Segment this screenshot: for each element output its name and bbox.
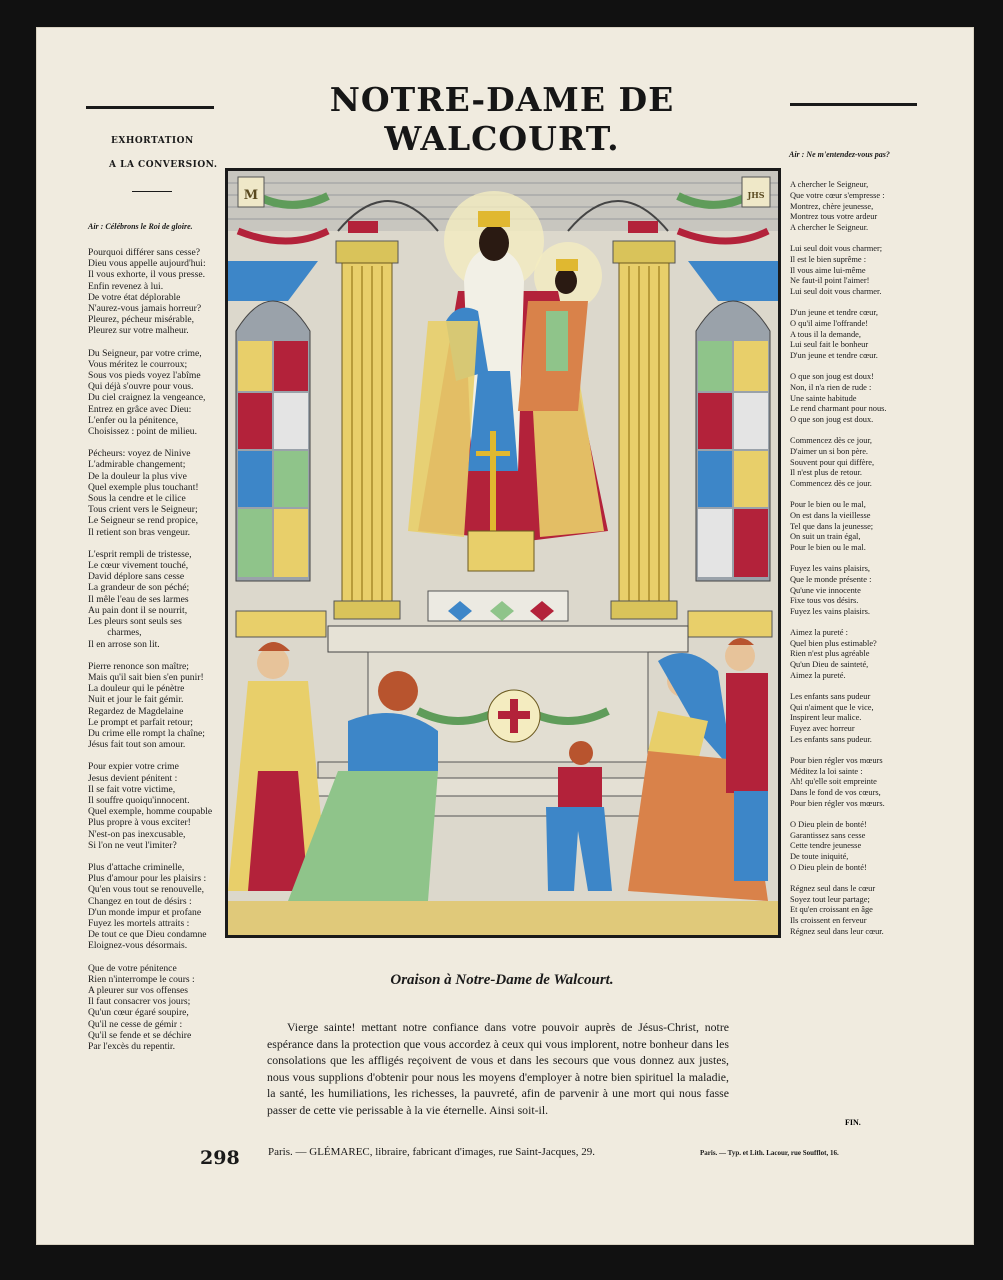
left-verse-line: Quel exemple, homme coupable bbox=[88, 806, 213, 818]
right-verse-line: Et qu'en croissant en âge bbox=[790, 905, 873, 915]
right-verse-line: Montrez tous votre ardeur bbox=[790, 212, 878, 222]
right-verse-line: Le rend charmant pour nous. bbox=[790, 404, 887, 414]
prayer-text: Vierge sainte! mettant notre confiance dans votre pouvoir auprès de Jésus-Christ, notre espérance dans la protection que vous accordez à ceux qui vous implorent, notre bonheur dans les consolations que les affligés reçoivent de vous et dans les secours que vous donnez aux justes, nous vous supplions d'obtenir pour nous les moyens d'employer à notre bien spirituel la maladie, la santé, les humiliations, les richesses, la pauvreté, afin de parvenir à une mort qui nous fasse passer de cette vie perissable à la vie éternelle. Ainsi soit-il. bbox=[267, 1020, 729, 1117]
left-verse-line: charmes, bbox=[88, 627, 142, 639]
left-verse-line: Qu'il se fende et se déchire bbox=[88, 1029, 192, 1041]
left-stanza bbox=[88, 448, 212, 538]
left-verse-line: La grandeur de son péché; bbox=[88, 582, 190, 594]
right-verse-line: O qu'il aime l'offrande! bbox=[790, 318, 868, 328]
left-heading-conversion: A LA CONVERSION. bbox=[109, 160, 218, 170]
left-verse-line: Que de votre pénitence bbox=[88, 962, 177, 974]
right-verse-line: Montrez, chère jeunesse, bbox=[790, 201, 874, 211]
left-verse-line: Quel exemple plus touchant! bbox=[88, 481, 199, 493]
page-title: NOTRE-DAME DE WALCOURT. bbox=[329, 80, 675, 158]
right-verse-line: Une sainte habitude bbox=[790, 393, 857, 403]
right-verse-line: Lui seul doit vous charmer. bbox=[790, 287, 882, 297]
fin-label: FIN. bbox=[845, 1118, 861, 1127]
left-verse-line: De la douleur la plus vive bbox=[88, 470, 187, 482]
left-verse-line: Il faut consacrer vos jours; bbox=[88, 996, 191, 1008]
left-verse-line: Sous la cendre et le cilice bbox=[88, 493, 186, 505]
right-verse-line: Ne faut-il point l'aimer! bbox=[790, 276, 870, 286]
right-verse-line: Qu'une vie innocente bbox=[790, 585, 861, 595]
left-verse-line: L'enfer ou la pénitence, bbox=[88, 414, 179, 426]
left-verse-line: Au pain dont il se nourrit, bbox=[88, 604, 188, 616]
left-stained-glass-window bbox=[236, 301, 310, 581]
left-heading-exhortation: EXHORTATION bbox=[111, 136, 194, 146]
right-stanza bbox=[790, 500, 887, 554]
right-stanza bbox=[790, 820, 887, 874]
left-verse-line: Les pleurs sont seuls ses bbox=[88, 616, 182, 628]
publisher-imprint: Paris. — GLÉMAREC, libraire, fabricant d'images, rue Saint-Jacques, 29. bbox=[268, 1146, 596, 1158]
right-verse-line: Que le monde présente : bbox=[790, 574, 872, 584]
left-verse-line: De tout ce que Dieu condamne bbox=[88, 929, 207, 941]
devotional-illustration bbox=[225, 168, 781, 938]
right-verse-line: Pour le bien ou le mal. bbox=[790, 543, 866, 553]
left-verse-line: Entrez en grâce avec Dieu: bbox=[88, 403, 192, 415]
title-rule-left bbox=[86, 106, 214, 109]
left-verse-column bbox=[88, 247, 212, 1063]
left-verse-line: Enfin revenez à lui. bbox=[88, 280, 164, 292]
right-verse-line: Ah! qu'elle soit empreinte bbox=[790, 777, 877, 787]
right-verse-line: Aimez la pureté : bbox=[790, 627, 848, 637]
right-verse-line: A chercher le Seigneur, bbox=[790, 180, 869, 189]
right-verse-line: Quel bien plus estimable? bbox=[790, 638, 877, 648]
left-verse-line: Regardez de Magdelaine bbox=[88, 705, 184, 717]
marian-monogram: M bbox=[243, 188, 259, 203]
left-verse-line: Le Seigneur se rend propice, bbox=[88, 515, 199, 527]
left-verse-line: Qu'il ne cesse de gémir : bbox=[88, 1018, 183, 1030]
right-verse-line: Aimez la pureté. bbox=[790, 671, 846, 681]
left-verse-line: Pourquoi différer sans cesse? bbox=[88, 247, 200, 258]
left-heading-divider bbox=[132, 191, 172, 192]
left-verse-line: Plus d'attache criminelle, bbox=[88, 861, 185, 873]
left-verse-line: Il en arrose son lit. bbox=[88, 638, 160, 650]
left-verse-line: David déplore sans cesse bbox=[88, 571, 185, 583]
left-verse-line: Pécheurs: voyez de Ninive bbox=[88, 448, 191, 460]
right-verse-line: A tous il la demande, bbox=[790, 329, 861, 339]
left-verse-line: N'aurez-vous jamais horreur? bbox=[88, 303, 202, 315]
left-verse-line: Du crime elle rompt la chaîne; bbox=[88, 727, 205, 739]
right-verse-line: O que son joug est doux! bbox=[790, 371, 874, 381]
left-verse-line: Il souffre quoiqu'innocent. bbox=[88, 794, 190, 806]
right-verse-line: On est dans la vieillesse bbox=[790, 510, 871, 520]
left-verse-line: Dieu vous appelle aujourd'hui: bbox=[88, 258, 206, 270]
left-verse-line: Vous méritez le courroux; bbox=[88, 358, 188, 370]
right-verse-line: Qui n'aiment que le vice, bbox=[790, 702, 874, 712]
right-verse-line: D'un jeune et tendre cœur. bbox=[790, 351, 878, 361]
left-verse-line: Plus propre à vous exciter! bbox=[88, 817, 191, 829]
left-verse-line: Sous vos pieds voyez l'abîme bbox=[88, 370, 201, 382]
left-stanza bbox=[88, 963, 212, 1053]
right-stanza bbox=[790, 308, 887, 362]
left-air-label: Air : Célébrons le Roi de gloire. bbox=[88, 222, 193, 231]
right-verse-line: A chercher le Seigneur. bbox=[790, 223, 869, 233]
right-verse-line: Pour bien régler vos mœurs. bbox=[790, 799, 885, 809]
left-stanza bbox=[88, 247, 212, 337]
left-verse-line: D'un monde impur et profane bbox=[88, 906, 202, 918]
right-verse-line: Régnez seul dans le cœur bbox=[790, 883, 876, 893]
left-verse-line: Changez en tout de désirs : bbox=[88, 895, 192, 907]
left-verse-line: Il retient son bras vengeur. bbox=[88, 526, 191, 538]
left-verse-line: Mais qu'il sait bien s'en punir! bbox=[88, 671, 204, 683]
left-verse-line: Le cœur vivement touché, bbox=[88, 560, 189, 572]
right-stanza bbox=[790, 436, 887, 490]
left-verse-line: Pour expier votre crime bbox=[88, 761, 179, 773]
right-column-pillar bbox=[611, 241, 677, 619]
right-verse-line: D'un jeune et tendre cœur, bbox=[790, 307, 878, 317]
right-verse-line: Non, il n'a rien de rude : bbox=[790, 382, 872, 392]
left-verse-line: L'admirable changement; bbox=[88, 459, 186, 471]
altar-scene bbox=[228, 171, 778, 935]
right-verse-line: Lui seul fait le bonheur bbox=[790, 340, 869, 350]
left-verse-line: La douleur qui le pénètre bbox=[88, 683, 185, 695]
right-verse-line: Soyez tout leur partage; bbox=[790, 894, 870, 904]
left-verse-line: Il se fait votre victime, bbox=[88, 783, 176, 795]
right-verse-line: Les enfants sans pudeur bbox=[790, 691, 871, 701]
right-verse-line: O Dieu plein de bonté! bbox=[790, 819, 867, 829]
left-verse-line: Choisissez : point de milieu. bbox=[88, 426, 197, 438]
right-verse-line: Il n'est plus de retour. bbox=[790, 468, 862, 478]
left-verse-line: Il mêle l'eau de ses larmes bbox=[88, 593, 189, 605]
print-number: 298 bbox=[200, 1147, 240, 1169]
right-verse-line: Souvent pour qui diffère, bbox=[790, 457, 875, 467]
left-verse-line: Pleurez sur votre malheur. bbox=[88, 325, 189, 337]
left-verse-line: Par l'excès du repentir. bbox=[88, 1041, 175, 1052]
left-stanza bbox=[88, 348, 212, 438]
right-verse-column bbox=[790, 180, 887, 948]
right-verse-line: Dans le fond de vos cœurs, bbox=[790, 788, 881, 798]
left-verse-line: L'esprit rempli de tristesse, bbox=[88, 548, 192, 560]
right-stanza bbox=[790, 692, 887, 746]
right-verse-line: Cette tendre jeunesse bbox=[790, 841, 862, 851]
right-verse-line: Pour le bien ou le mal, bbox=[790, 499, 866, 509]
left-stanza bbox=[88, 761, 212, 851]
left-verse-line: Plus d'amour pour les plaisirs : bbox=[88, 873, 207, 885]
right-stained-glass-window bbox=[696, 301, 770, 581]
right-verse-line: O que son joug est doux. bbox=[790, 415, 874, 425]
right-verse-line: Il vous aime lui-même bbox=[790, 265, 866, 275]
left-verse-line: N'est-on pas inexcusable, bbox=[88, 828, 186, 840]
right-verse-line: Méditez la loi sainte : bbox=[790, 766, 863, 776]
right-stanza bbox=[790, 180, 887, 234]
left-verse-line: Pleurez, pécheur misérable, bbox=[88, 314, 195, 326]
right-verse-line: Commencez dès ce jour. bbox=[790, 479, 872, 489]
left-verse-line: De votre état déplorable bbox=[88, 291, 181, 303]
right-verse-line: Qu'un Dieu de sainteté, bbox=[790, 660, 869, 670]
right-stanza bbox=[790, 244, 887, 298]
left-verse-line: Nuit et jour le fait gémir. bbox=[88, 694, 184, 706]
right-verse-line: Commencez dès ce jour, bbox=[790, 435, 872, 445]
left-stanza bbox=[88, 549, 212, 650]
right-verse-line: Il est le bien suprême : bbox=[790, 254, 867, 264]
right-verse-line: Fixe tous vos désirs. bbox=[790, 596, 859, 606]
left-verse-line: Qu'un cœur égaré soupire, bbox=[88, 1007, 189, 1019]
left-verse-line: Fuyez les mortels attraits : bbox=[88, 917, 190, 929]
right-verse-line: Régnez seul dans leur cœur. bbox=[790, 927, 884, 937]
right-verse-line: De toute iniquité, bbox=[790, 852, 849, 862]
right-verse-line: Garantissez sans cesse bbox=[790, 830, 866, 840]
right-verse-line: Rien n'est plus agréable bbox=[790, 649, 870, 659]
left-stanza bbox=[88, 661, 212, 751]
left-verse-line: Pierre renonce son maître; bbox=[88, 660, 189, 672]
right-stanza bbox=[790, 564, 887, 618]
left-verse-line: Tous crient vers le Seigneur; bbox=[88, 504, 198, 516]
left-verse-line: Eloignez-vous désormais. bbox=[88, 940, 188, 952]
left-stanza bbox=[88, 862, 212, 952]
left-verse-line: Du Seigneur, par votre crime, bbox=[88, 347, 202, 359]
right-verse-line: Pour bien régler vos mœurs bbox=[790, 755, 883, 765]
left-verse-line: Qu'en vous tout se renouvelle, bbox=[88, 884, 205, 896]
right-verse-line: On suit un train égal, bbox=[790, 532, 861, 542]
left-verse-line: Rien n'interrompe le cours : bbox=[88, 973, 195, 985]
right-air-label: Air : Ne m'entendez-vous pas? bbox=[789, 150, 890, 159]
left-verse-line: Le prompt et parfait retour; bbox=[88, 716, 193, 728]
left-verse-line: Jésus fait tout son amour. bbox=[88, 739, 186, 751]
left-verse-line: Jesus devient pénitent : bbox=[88, 772, 178, 784]
right-verse-line: Que votre cœur s'empresse : bbox=[790, 190, 885, 200]
right-stanza bbox=[790, 628, 887, 682]
right-verse-line: Fuyez avec horreur bbox=[790, 724, 855, 734]
right-stanza bbox=[790, 884, 887, 938]
right-verse-line: D'aimer un si bon père. bbox=[790, 446, 869, 456]
printer-imprint: Paris. — Typ. et Lith. Lacour, rue Soufflot, 16. bbox=[700, 1149, 839, 1157]
ihs-monogram: JHS bbox=[747, 190, 765, 200]
prayer-title: Oraison à Notre-Dame de Walcourt. bbox=[390, 972, 614, 988]
arch-red-accent bbox=[348, 221, 378, 233]
left-verse-line: Qui déjà s'ouvre pour vous. bbox=[88, 381, 194, 393]
left-verse-line: Il vous exhorte, il vous presse. bbox=[88, 269, 205, 281]
title-rule-right bbox=[790, 103, 917, 106]
right-verse-line: Inspirent leur malice. bbox=[790, 713, 862, 723]
right-stanza bbox=[790, 756, 887, 810]
right-verse-line: Les enfants sans pudeur. bbox=[790, 735, 872, 745]
left-column-pillar bbox=[334, 241, 400, 619]
right-stanza bbox=[790, 372, 887, 426]
left-verse-line: Du ciel craignez la vengeance, bbox=[88, 392, 206, 404]
left-verse-line: A pleurer sur vos offenses bbox=[88, 984, 189, 996]
right-verse-line: Lui seul doit vous charmer; bbox=[790, 243, 883, 253]
left-verse-line: Si l'on ne veut l'imiter? bbox=[88, 839, 177, 851]
right-verse-line: Tel que dans la jeunesse; bbox=[790, 521, 874, 531]
right-verse-line: Ils croissent en ferveur bbox=[790, 916, 867, 926]
right-verse-line: O Dieu plein de bonté! bbox=[790, 863, 867, 873]
right-verse-line: Fuyez les vains plaisirs, bbox=[790, 563, 871, 573]
right-verse-line: Fuyez les vains plaisirs. bbox=[790, 607, 871, 617]
